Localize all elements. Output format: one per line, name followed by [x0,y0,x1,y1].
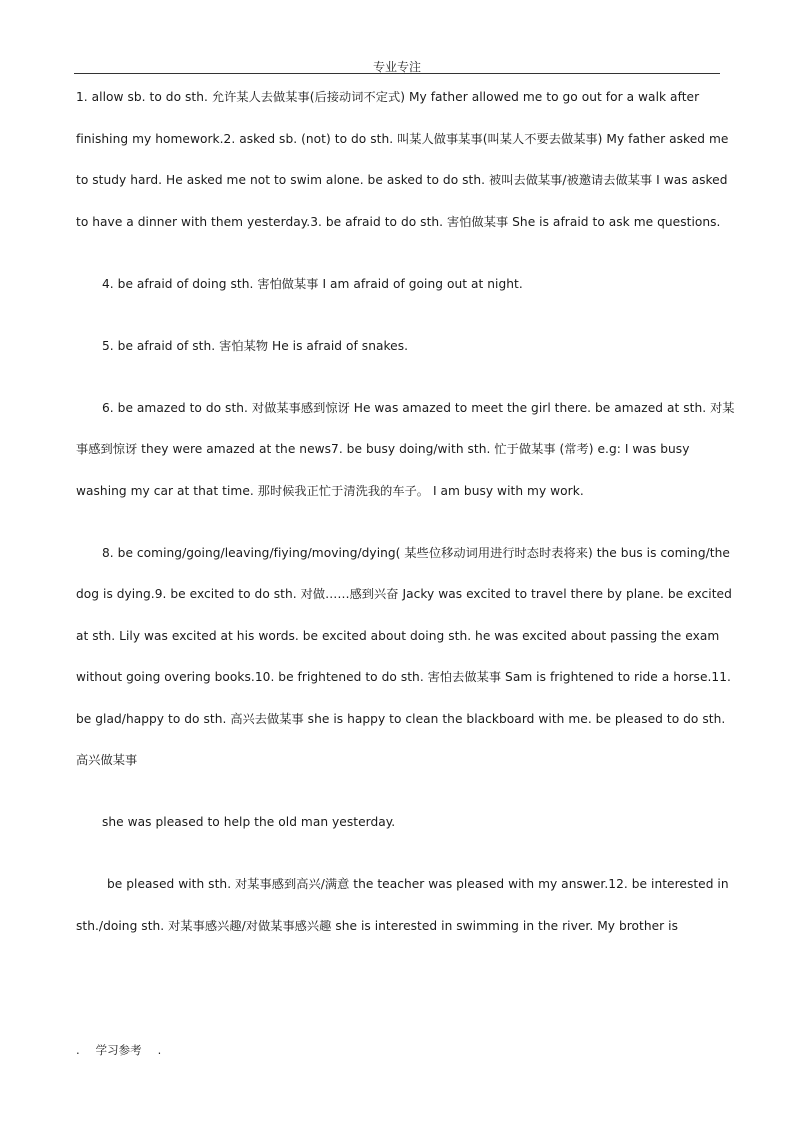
paragraph-1: 1. allow sb. to do sth. 允许某人去做某事(后接动词不定式) My father allowed me to go out for a walk after finishing my homework.2. asked sb. (not) to do sth. 叫某人做事某事(叫某人不要去做某事) My father asked me to study hard. He asked me not to swim alone. be asked to do sth. 被叫去做某事/被邀请去做某事 I was asked to have a dinner with them yesterday.3. be afraid to do sth. 害怕做某事 She is afraid to ask me questions. [76,90,729,229]
footer-left-dot: . [76,1043,80,1057]
header-divider [74,73,720,74]
paragraph-4: 4. be afraid of doing sth. 害怕做某事 I am afraid of going out at night. [102,276,523,291]
paragraph-6: 6. be amazed to do sth. 对做某事感到惊讶 He was amazed to meet the girl there. be amazed at sth. 对某事感到惊讶 they were amazed at the news7. be busy doing/with sth. 忙于做某事 (常考) e.g: I was busy washing my car at that time. 那时候我正忙于清洗我的车子。 I am busy with my work. [76,400,735,498]
page-header: 专业专注 [372,60,421,74]
paragraph-8: 8. be coming/going/leaving/fiying/moving/dying( 某些位移动词用进行时态时表将来) the bus is coming/the dog is dying.9. be excited to do sth. 对做……感到兴奋 Jacky was excited to travel there by plane. be excited at sth. Lily was excited at his words. be excited about doing sth. he was excited about passing the exam without going overing books.10. be frightened to do sth. 害怕去做某事 Sam is frightened to ride a horse.11. be glad/happy to do sth. 高兴去做某事 she is happy to clean the blackboard with me. be pleased to do sth. 高兴做某事 [76,545,732,767]
footer-label: 学习参考 [95,1043,142,1057]
page-footer [76,1042,161,1058]
paragraph-5: 5. be afraid of sth. 害怕某物 He is afraid of snakes. [102,338,409,353]
document-body [76,77,740,947]
paragraph-pleased-with: be pleased with sth. 对某事感到高兴/满意 the teacher was pleased with my answer.12. be interested in sth./doing sth. 对某事感兴趣/对做某事感兴趣 she is interested in swimming in the river. My brother is [76,877,729,933]
paragraph-pleased: she was pleased to help the old man yesterday. [102,815,396,829]
footer-right-dot: . [157,1043,162,1057]
